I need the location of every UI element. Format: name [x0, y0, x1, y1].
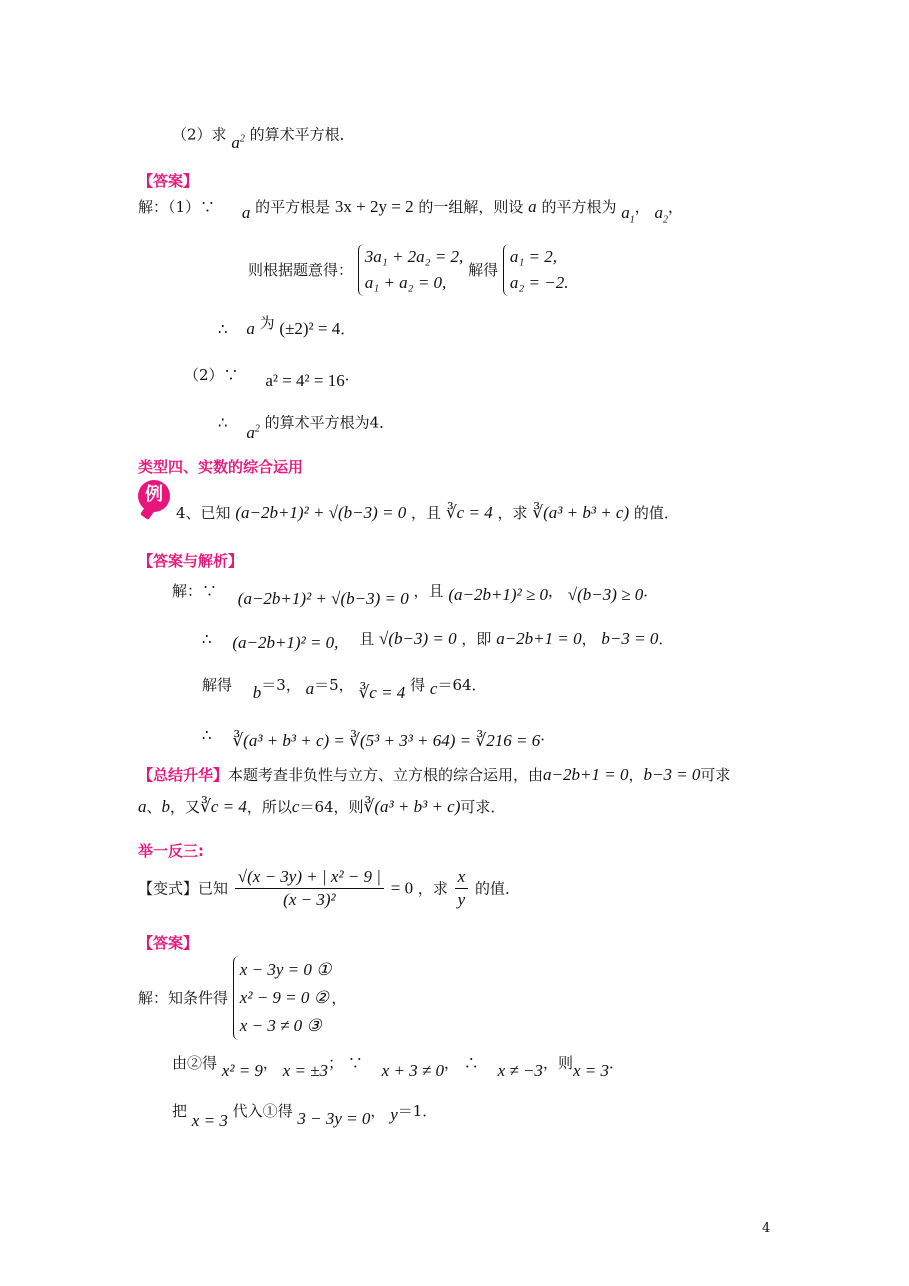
- practice-heading: 举一反三:: [138, 842, 204, 860]
- summary-line-2: a、b，又∛c = 4，所以c＝64，则∛(a³ + b³ + c)可求．: [138, 797, 506, 816]
- ex4-solution-line-1: 解：∵ (a−2b+1)² + √(b−3) = 0 ，且 (a−2b+1)² ≥ 0， √(b−3) ≥ 0．: [172, 582, 659, 608]
- variant-solution-system: 解：知条件得 x − 3y = 0 ① x² − 9 = 0 ② x − 3 ≠ 0 ③，: [138, 956, 346, 1040]
- section-heading: 类型四、实数的综合运用: [138, 458, 304, 476]
- answer-label: 【答案】: [138, 172, 199, 190]
- example-4: 4、已知 (a−2b+1)² + √(b−3) = 0 ，且 ∛c = 4 ，求 ∛(a³ + b³ + c) 的值．: [176, 503, 679, 522]
- answer-label-2: 【答案】: [138, 934, 199, 952]
- question-2: （2）求 $a^2$ 的算术平方根．: [172, 125, 355, 152]
- solution-line-4: （2）∵ a² = 4² = 16．: [184, 366, 360, 390]
- solution-line-5: ∴ $a^2$ 的算术平方根为4．: [218, 413, 395, 442]
- condition-system: x − 3y = 0 ① x² − 9 = 0 ② x − 3 ≠ 0 ③: [233, 956, 332, 1040]
- variant-fraction: $\frac{\text{√(x − 3y) + | x² − 9 |}}{\text{(x − 3)²}}$: [235, 866, 384, 911]
- page-number: 4: [762, 1221, 771, 1236]
- equation-system: 3a₁ + 2a₂ = 2, a₁ + a₂ = 0,: [358, 244, 464, 296]
- variant-question: 【变式】已知 $\frac{\text{√(x − 3y) + | x² − 9 |}}{\text{(x − 3)²}}$ = 0 ，求 $\frac{x}{y}$ 的值．: [138, 867, 520, 909]
- solution-line-2: 则根据题意得： 3a₁ + 2a₂ = 2, a₁ + a₂ = 0, 解得 a₁ = 2, a₂ = −2.: [248, 244, 569, 296]
- variant-solution-line-3: 把 x = 3 代入①得 3 − 3y = 0， y＝1．: [172, 1102, 438, 1130]
- variant-solution-line-2: 由②得 x² = 9， x = ±3； ∵ x + 3 ≠ 0， ∴ x ≠ −3，则x = 3．: [172, 1054, 624, 1080]
- solution-line-1: 解：（1）∵ a 的平方根是 3x + 2y = 2 的一组解，则设 a 的平方根为 $a_1$， $a_2$，: [138, 197, 684, 226]
- ex4-solution-line-4: ∴ ∛(a³ + b³ + c) = ∛(5³ + 3³ + 64) = ∛216 = 6．: [202, 726, 556, 750]
- ex4-solution-line-3: 解得 b＝3， a＝5， ∛c = 4 得 c＝64．: [202, 676, 487, 702]
- summary-line-1: 【总结升华】本题考查非负性与立方、立方根的综合运用，由a−2b+1 = 0，b−3 = 0可求: [138, 765, 731, 784]
- answer-analysis-label: 【答案与解析】: [138, 552, 244, 570]
- ex4-solution-line-2: ∴ (a−2b+1)² = 0, 且 √(b−3) = 0 ，即 a−2b+1 = 0， b−3 = 0．: [202, 629, 674, 652]
- solution-line-3: ∴ a 为 (±2)² = 4．: [218, 314, 356, 338]
- x-over-y-fraction: $\frac{x}{y}$: [455, 866, 469, 911]
- solution-system: a₁ = 2, a₂ = −2.: [503, 244, 569, 296]
- example-badge: 例: [138, 480, 170, 512]
